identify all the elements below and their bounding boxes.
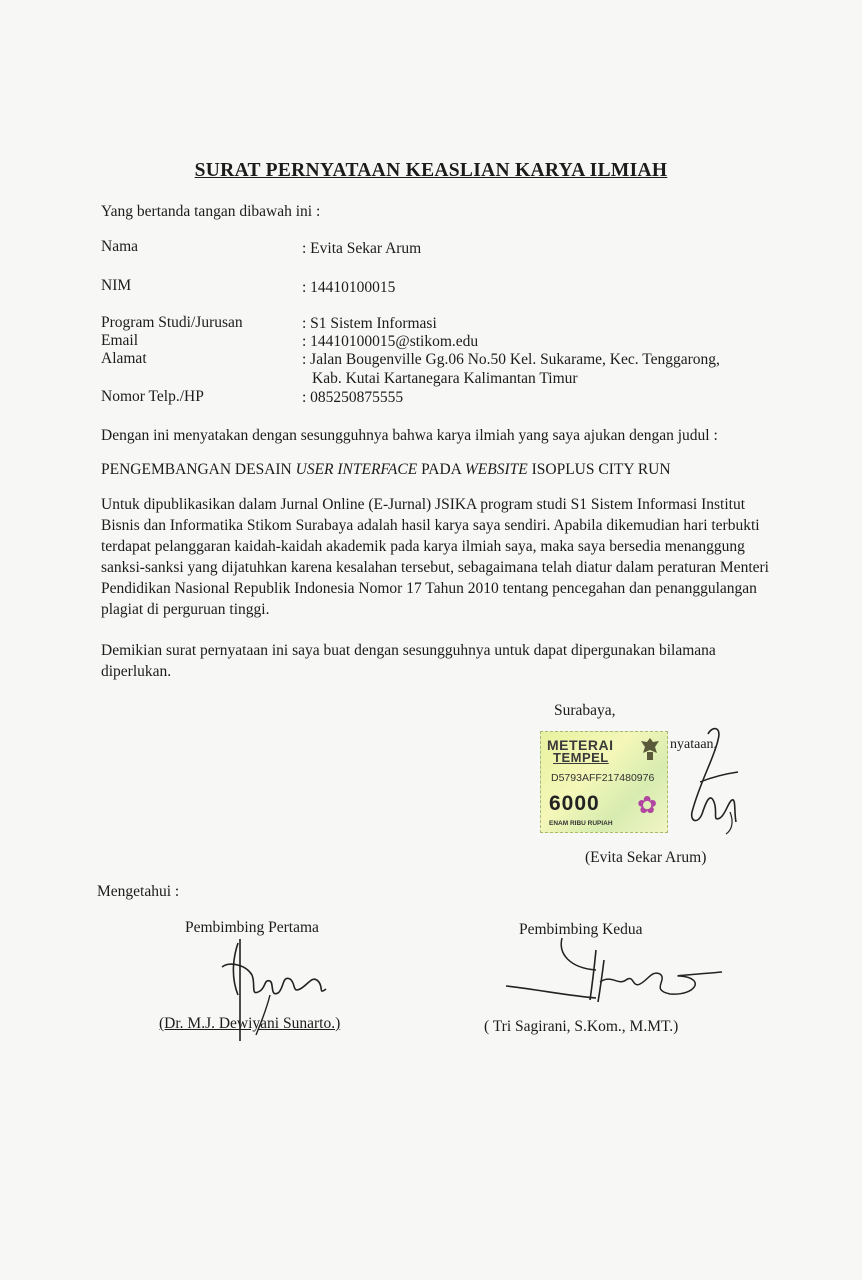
field-label-email: Email: [101, 332, 139, 349]
document-title: SURAT PERNYATAAN KEASLIAN KARYA ILMIAH: [194, 160, 668, 181]
signer-signature: [640, 722, 750, 840]
stamp-serial: D5793AFF217480976: [551, 772, 655, 784]
statement-text: Dengan ini menyatakan dengan sesungguhnya bahwa karya ilmiah yang saya ajukan dengan judul :: [101, 427, 718, 444]
thesis-title-part2: USER INTERFACE: [295, 461, 418, 478]
stamp-line1: METERAI: [547, 737, 614, 753]
field-value-nim: : 14410100015: [302, 279, 396, 296]
declaration-paragraph: [101, 494, 769, 620]
field-label-prodi: Program Studi/Jurusan: [101, 314, 243, 331]
field-label-nim: NIM: [101, 277, 132, 294]
paragraph-line: Bisnis dan Informatika Stikom Surabaya adalah hasil karya saya sendiri. Apabila dikemudian hari terbukti: [101, 517, 760, 534]
advisor2-role: Pembimbing Kedua: [519, 921, 643, 938]
thesis-title-part1: PENGEMBANGAN DESAIN: [101, 461, 296, 478]
stamp-line2: TEMPEL: [553, 750, 609, 765]
paragraph-line: plagiat di perguruan tinggi.: [101, 601, 270, 618]
thesis-title: [101, 460, 671, 480]
stamp-flower-icon: ✿: [637, 792, 658, 819]
stamp-value: 6000: [549, 792, 600, 815]
thesis-title-part4: WEBSITE: [464, 461, 528, 478]
intro-text: Yang bertanda tangan dibawah ini :: [101, 203, 321, 220]
field-label-alamat: Alamat: [101, 350, 147, 367]
advisor1-name: (Dr. M.J. Dewiyani Sunarto.): [159, 1015, 341, 1032]
advisor1-role: Pembimbing Pertama: [185, 919, 319, 936]
field-label-nama: Nama: [101, 238, 139, 255]
paragraph-line: diperlukan.: [101, 663, 172, 680]
paragraph-line: Pendidikan Nasional Republik Indonesia Nomor 17 Tahun 2010 tentang pencegahan dan penanggulangan: [101, 580, 757, 597]
signer-name: (Evita Sekar Arum): [585, 849, 707, 866]
paragraph-line: Demikian surat pernyataan ini saya buat dengan sesungguhnya untuk dapat dipergunakan bilamana: [101, 642, 716, 659]
paragraph-line: Untuk dipublikasikan dalam Jurnal Online (E-Jurnal) JSIKA program studi S1 Sistem Informasi Institut: [101, 496, 746, 513]
advisor2-signature: [500, 930, 730, 1010]
acknowledge-label: Mengetahui :: [97, 883, 180, 900]
field-value-alamat-line2: Kab. Kutai Kartanegara Kalimantan Timur: [312, 370, 578, 387]
field-label-telp: Nomor Telp./HP: [101, 388, 204, 405]
advisor2-name: ( Tri Sagirani, S.Kom., M.MT.): [484, 1018, 679, 1035]
field-value-alamat: : Jalan Bougenville Gg.06 No.50 Kel. Sukarame, Kec. Tenggarong,: [302, 351, 720, 368]
field-value-nama: : Evita Sekar Arum: [302, 240, 422, 257]
field-value-email: : 14410100015@stikom.edu: [302, 333, 479, 350]
place-date: Surabaya,: [554, 702, 616, 719]
stamp-words: ENAM RIBU RUPIAH: [549, 820, 613, 827]
stamp-overlap-text: nyataan,: [670, 737, 718, 752]
thesis-title-part3: PADA: [417, 461, 465, 478]
thesis-title-part5: ISOPLUS CITY RUN: [527, 461, 671, 478]
field-value-prodi: : S1 Sistem Informasi: [302, 315, 437, 332]
paragraph-line: sanksi-sanksi yang dijatuhkan karena kesalahan tersebut, sebagaimana telah diatur dalam peraturan Menteri: [101, 559, 769, 576]
field-value-telp: : 085250875555: [302, 389, 404, 406]
paragraph-line: terdapat pelanggaran kaidah-kaidah akademik pada karya ilmiah saya, maka saya bersedia menanggung: [101, 538, 745, 555]
closing-paragraph: [101, 640, 761, 682]
